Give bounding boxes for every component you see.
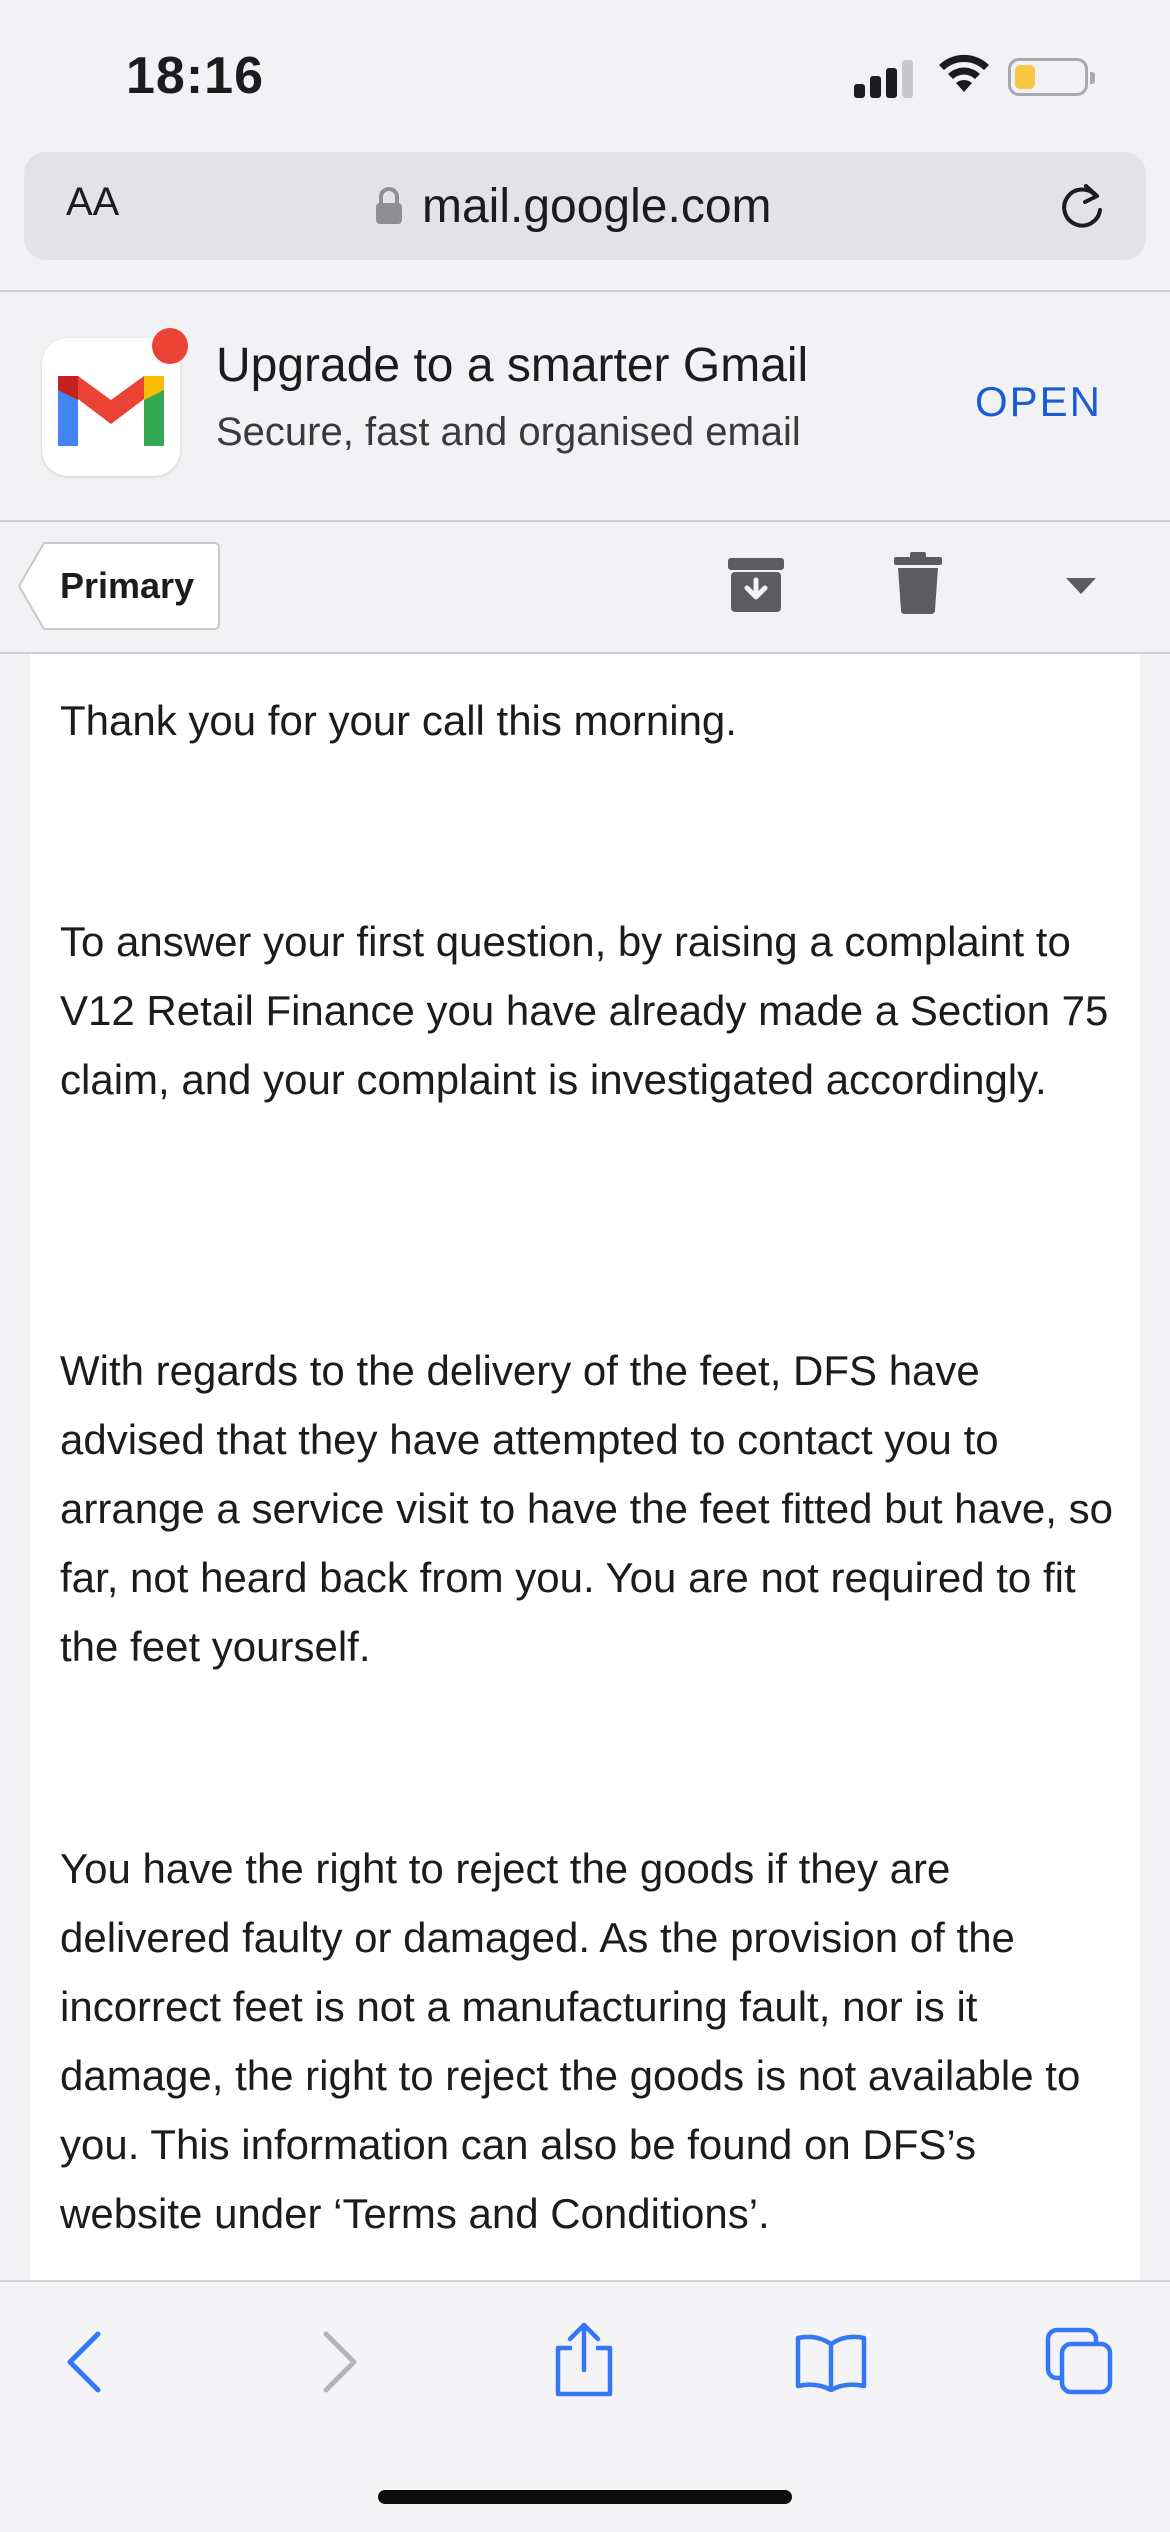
notification-dot [152, 328, 188, 364]
gmail-logo [42, 338, 180, 476]
app-banner [0, 292, 1170, 520]
home-indicator[interactable] [378, 2490, 792, 2504]
email-paragraph: You have the right to reject the goods if they are delivered faulty or damaged. As the provision of the incorrect feet is not a manufacturing fault, nor is it damage, the right to reject the goods is not available to you. This information can also be found on DFS’s website under ‘Terms and Conditions’. [60, 1845, 1081, 2237]
back-button-label: Primary [60, 565, 195, 606]
address-bar[interactable] [24, 152, 1146, 260]
email-paragraph: Thank you for your call this morning. [60, 697, 737, 744]
reload-icon[interactable] [1056, 180, 1108, 232]
banner-title: Upgrade to a smarter Gmail [216, 339, 809, 392]
url-display[interactable] [374, 178, 772, 234]
banner-subtitle: Secure, fast and organised email [216, 410, 801, 454]
tabs-icon[interactable] [1044, 2326, 1114, 2396]
url-text: mail.google.com [422, 179, 772, 233]
email-paragraph: To answer your first question, by raising a complaint to V12 Retail Finance you have already made a Section 75 claim, and your complaint is investigated accordingly. [60, 918, 1109, 1103]
back-chevron-icon[interactable] [64, 2330, 104, 2394]
dropdown-caret-icon[interactable] [1066, 578, 1096, 594]
status-time: 18:16 [126, 47, 264, 105]
back-to-primary-button[interactable] [18, 542, 220, 630]
forward-chevron-icon[interactable] [320, 2330, 360, 2394]
share-icon[interactable] [552, 2322, 616, 2398]
bookmarks-icon[interactable] [794, 2332, 868, 2392]
lock-icon [374, 186, 404, 226]
wifi-icon [936, 52, 992, 94]
email-body [30, 654, 1140, 2280]
cellular-signal-icon [854, 58, 914, 98]
text-size-button[interactable]: AA [66, 180, 120, 224]
status-bar [0, 0, 1170, 150]
open-app-button[interactable]: OPEN [974, 378, 1102, 425]
mail-toolbar [0, 522, 1170, 652]
email-paragraph: With regards to the delivery of the feet, DFS have advised that they have attempted to contact you to arrange a service visit to have the feet fitted but have, so far, not heard back from you. You are not required to fit the feet yourself. [60, 1347, 1113, 1670]
archive-icon[interactable] [726, 556, 786, 614]
trash-icon[interactable] [892, 552, 944, 614]
battery-icon [1008, 58, 1088, 96]
